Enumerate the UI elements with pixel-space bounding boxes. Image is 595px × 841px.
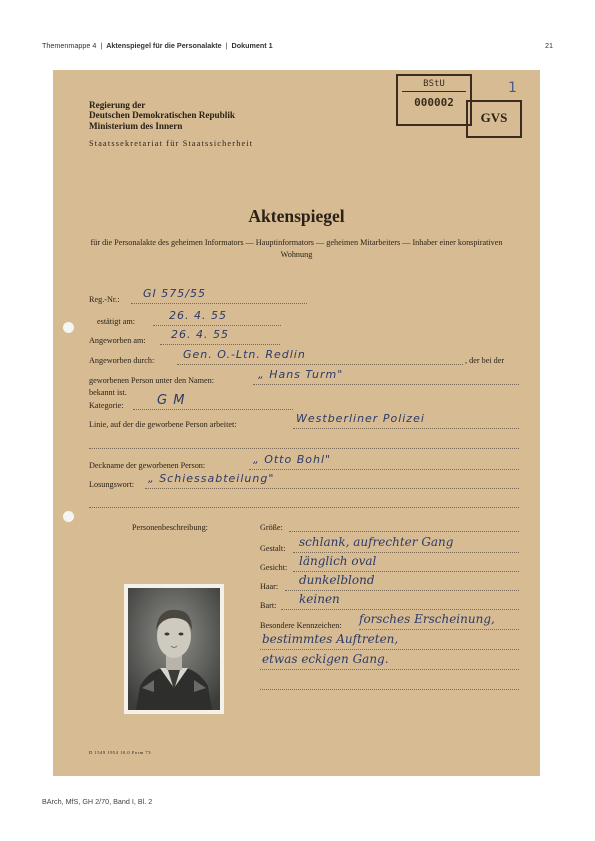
geworbenen-value: „ Hans Turm": [258, 368, 344, 381]
linie-continuation-line: [89, 448, 519, 449]
bestaetigt-label: estätigt am:: [97, 317, 135, 326]
besondere-value-1: forsches Erscheinung,: [359, 612, 495, 626]
bei-der-text: , der bei der: [465, 356, 505, 365]
linie-line: [293, 428, 519, 429]
gvs-label: GVS: [480, 110, 508, 125]
header-series: Themenmappe 4: [42, 41, 97, 50]
losung-label: Losungswort:: [89, 480, 135, 489]
bart-label: Bart:: [260, 601, 277, 610]
government-heading: [89, 100, 235, 131]
deckname-value: „ Otto Bohl": [253, 453, 332, 466]
beschreibung-label: Personenbeschreibung:: [132, 523, 208, 532]
besondere-value-2: bestimmtes Auftreten,: [262, 632, 399, 646]
handwritten-mark: 1: [508, 80, 517, 96]
govt-line-1: Regierung der: [89, 100, 146, 110]
angeworben-durch-line: [177, 364, 463, 365]
gesicht-line: [293, 571, 519, 572]
punch-hole: [63, 511, 74, 522]
bart-line: [281, 609, 519, 610]
document-subtitle: für die Personalakte des geheimen Informators — Hauptinformators — geheimen Mitarbeiters — Inhaber einer konspirativen Wohnung: [90, 238, 503, 259]
kategorie-line: [133, 409, 293, 410]
angeworben-durch-value: Gen. O.-Ltn. Redlin: [183, 348, 306, 361]
haar-line: [285, 590, 519, 591]
regnr-label: Reg.-Nr.:: [89, 295, 120, 304]
linie-label: Linie, auf der die geworbene Person arbeitet:: [89, 420, 237, 429]
bestaetigt-value: 26. 4. 55: [169, 309, 227, 322]
angeworben-am-line: [160, 344, 280, 345]
regnr-value: GI 575/55: [143, 287, 206, 300]
punch-hole: [63, 322, 74, 333]
secretariat-line: Staatssekretariat für Staatssicherheit: [89, 139, 254, 148]
govt-line-3: Ministerium des Innern: [89, 120, 183, 131]
linie-value: Westberliner Polizei: [296, 412, 425, 425]
regnr-line: [131, 303, 307, 304]
header-text: Themenmappe 4 | Aktenspiegel für die Personalakte | Dokument 1: [42, 41, 273, 50]
geworbenen-label: geworbenen Person unter den Namen:: [89, 376, 215, 385]
besondere-line-4: [260, 689, 519, 690]
losung-continuation-line: [89, 507, 519, 508]
geworbenen-line: [253, 384, 519, 385]
kategorie-value: G M: [157, 393, 186, 408]
govt-line-2: Deutschen Demokratischen Republik: [89, 110, 235, 121]
losung-value: „ Schiessabteilung": [148, 472, 275, 485]
besondere-line-2: [260, 649, 519, 650]
gvs-stamp: [466, 100, 522, 138]
besondere-line-3: [260, 669, 519, 670]
besondere-value-3: etwas eckigen Gang.: [262, 652, 389, 666]
scanned-document: [53, 70, 540, 776]
gestalt-label: Gestalt:: [260, 544, 286, 553]
groesse-line: [289, 531, 519, 532]
bekannt-text: bekannt ist.: [89, 388, 127, 397]
haar-label: Haar:: [260, 582, 279, 591]
groesse-label: Größe:: [260, 523, 283, 532]
losung-line: [145, 488, 519, 489]
deckname-line: [249, 469, 519, 470]
gesicht-label: Gesicht:: [260, 563, 288, 572]
bestaetigt-line: [153, 325, 281, 326]
gesicht-value: länglich oval: [299, 554, 377, 568]
angeworben-am-label: Angeworben am:: [89, 336, 146, 345]
page-footer: BArch, MfS, GH 2/70, Band I, Bl. 2: [42, 797, 153, 806]
stamp-divider: [402, 91, 466, 92]
print-code: D 1549 1954 10.0 Form 73: [89, 750, 152, 755]
angeworben-durch-label: Angeworben durch:: [89, 356, 155, 365]
haar-value: dunkelblond: [299, 573, 375, 587]
besondere-label: Besondere Kennzeichen:: [260, 621, 342, 630]
header-title: Aktenspiegel für die Personalakte: [106, 41, 222, 50]
angeworben-am-value: 26. 4. 55: [171, 328, 229, 341]
bstu-label: BStU: [423, 79, 445, 89]
portrait-image: [128, 588, 220, 710]
gestalt-line: [293, 552, 519, 553]
deckname-label: Deckname der geworbenen Person:: [89, 461, 206, 470]
document-title: Aktenspiegel: [248, 206, 345, 226]
kategorie-label: Kategorie:: [89, 401, 124, 410]
portrait-photo: [124, 584, 224, 714]
bstu-stamp: [396, 74, 472, 126]
gestalt-value: schlank, aufrechter Gang: [299, 535, 454, 549]
besondere-line-1: [359, 629, 519, 630]
bstu-number: 000002: [414, 96, 454, 109]
page-number: 21: [545, 41, 553, 50]
header-doc: Dokument 1: [231, 41, 273, 50]
bart-value: keinen: [299, 592, 340, 606]
